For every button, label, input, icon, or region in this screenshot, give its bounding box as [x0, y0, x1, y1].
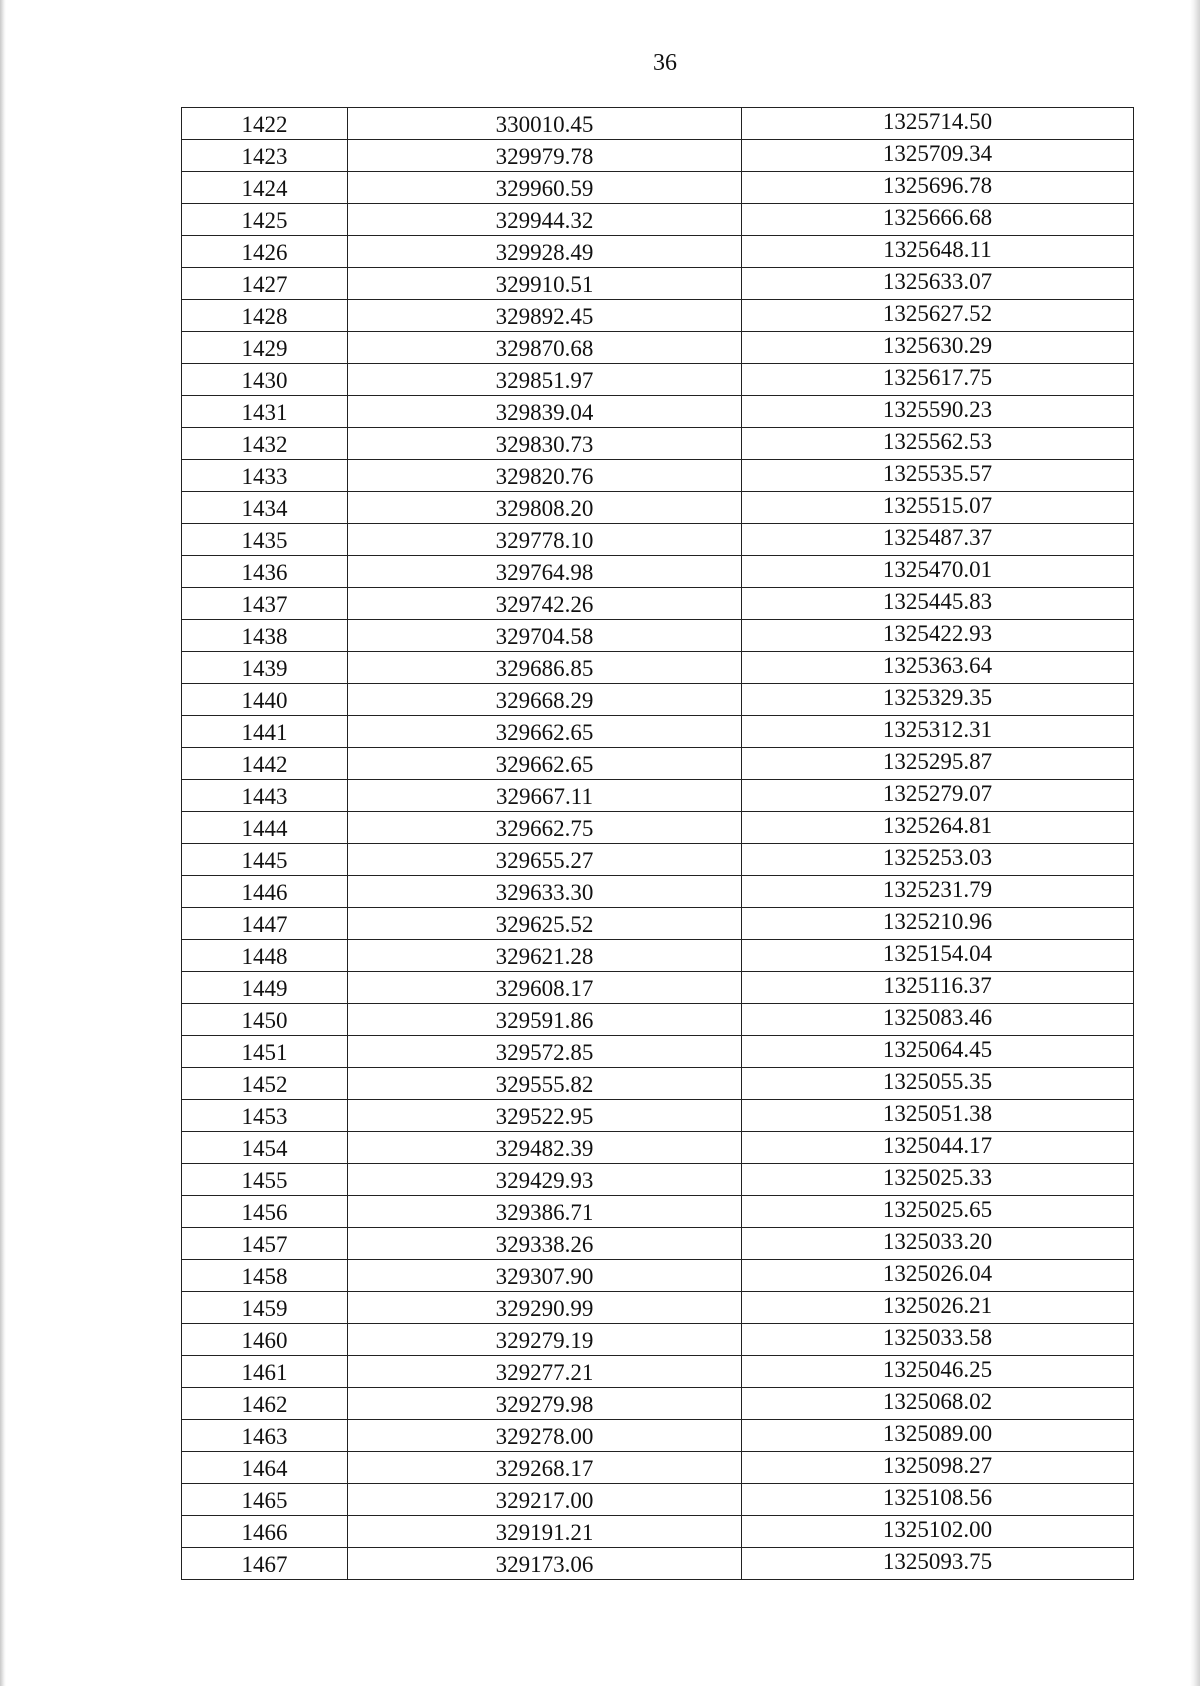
table-row [182, 620, 1134, 652]
x-coordinate-cell: 329173.06 [348, 1548, 742, 1580]
point-number-cell: 1446 [182, 876, 348, 908]
point-number-cell: 1426 [182, 236, 348, 268]
table-row [182, 652, 1134, 684]
y-coordinate-cell: 1325102.00 [742, 1516, 1134, 1548]
table-row [182, 1516, 1134, 1548]
point-number-cell: 1451 [182, 1036, 348, 1068]
y-coordinate-cell: 1325312.31 [742, 716, 1134, 748]
x-coordinate-cell: 329686.85 [348, 652, 742, 684]
point-number-cell: 1457 [182, 1228, 348, 1260]
table-row [182, 1292, 1134, 1324]
y-coordinate-cell: 1325295.87 [742, 748, 1134, 780]
y-coordinate-cell: 1325714.50 [742, 108, 1134, 140]
point-number-cell: 1422 [182, 108, 348, 140]
y-coordinate-cell: 1325470.01 [742, 556, 1134, 588]
scan-edge-right [1190, 0, 1200, 1686]
table-row [182, 460, 1134, 492]
x-coordinate-cell: 329279.19 [348, 1324, 742, 1356]
coordinate-table-body [182, 108, 1134, 1580]
x-coordinate-cell: 329892.45 [348, 300, 742, 332]
point-number-cell: 1459 [182, 1292, 348, 1324]
y-coordinate-cell: 1325026.04 [742, 1260, 1134, 1292]
table-row [182, 1452, 1134, 1484]
table-row [182, 940, 1134, 972]
point-number-cell: 1445 [182, 844, 348, 876]
table-row [182, 172, 1134, 204]
x-coordinate-cell: 329268.17 [348, 1452, 742, 1484]
y-coordinate-cell: 1325617.75 [742, 364, 1134, 396]
y-coordinate-cell: 1325562.53 [742, 428, 1134, 460]
table-row [182, 876, 1134, 908]
x-coordinate-cell: 329667.11 [348, 780, 742, 812]
y-coordinate-cell: 1325422.93 [742, 620, 1134, 652]
y-coordinate-cell: 1325089.00 [742, 1420, 1134, 1452]
table-row [182, 524, 1134, 556]
table-row [182, 108, 1134, 140]
point-number-cell: 1452 [182, 1068, 348, 1100]
y-coordinate-cell: 1325279.07 [742, 780, 1134, 812]
table-row [182, 1388, 1134, 1420]
x-coordinate-cell: 329591.86 [348, 1004, 742, 1036]
table-row [182, 1196, 1134, 1228]
x-coordinate-cell: 329910.51 [348, 268, 742, 300]
table-row [182, 1260, 1134, 1292]
table-row [182, 396, 1134, 428]
table-row [182, 748, 1134, 780]
y-coordinate-cell: 1325051.38 [742, 1100, 1134, 1132]
y-coordinate-cell: 1325046.25 [742, 1356, 1134, 1388]
table-row [182, 332, 1134, 364]
y-coordinate-cell: 1325068.02 [742, 1388, 1134, 1420]
x-coordinate-cell: 329633.30 [348, 876, 742, 908]
x-coordinate-cell: 329704.58 [348, 620, 742, 652]
point-number-cell: 1460 [182, 1324, 348, 1356]
x-coordinate-cell: 329662.65 [348, 748, 742, 780]
table-row [182, 716, 1134, 748]
table-row [182, 236, 1134, 268]
point-number-cell: 1428 [182, 300, 348, 332]
y-coordinate-cell: 1325055.35 [742, 1068, 1134, 1100]
point-number-cell: 1432 [182, 428, 348, 460]
point-number-cell: 1458 [182, 1260, 348, 1292]
point-number-cell: 1461 [182, 1356, 348, 1388]
y-coordinate-cell: 1325487.37 [742, 524, 1134, 556]
point-number-cell: 1448 [182, 940, 348, 972]
point-number-cell: 1439 [182, 652, 348, 684]
point-number-cell: 1444 [182, 812, 348, 844]
table-row [182, 1036, 1134, 1068]
table-row [182, 1100, 1134, 1132]
point-number-cell: 1433 [182, 460, 348, 492]
table-row [182, 1548, 1134, 1580]
point-number-cell: 1455 [182, 1164, 348, 1196]
table-row [182, 812, 1134, 844]
x-coordinate-cell: 329290.99 [348, 1292, 742, 1324]
x-coordinate-cell: 329429.93 [348, 1164, 742, 1196]
x-coordinate-cell: 329742.26 [348, 588, 742, 620]
point-number-cell: 1429 [182, 332, 348, 364]
y-coordinate-cell: 1325083.46 [742, 1004, 1134, 1036]
x-coordinate-cell: 329764.98 [348, 556, 742, 588]
x-coordinate-cell: 329338.26 [348, 1228, 742, 1260]
point-number-cell: 1456 [182, 1196, 348, 1228]
point-number-cell: 1462 [182, 1388, 348, 1420]
table-row [182, 204, 1134, 236]
point-number-cell: 1463 [182, 1420, 348, 1452]
x-coordinate-cell: 329278.00 [348, 1420, 742, 1452]
x-coordinate-cell: 329386.71 [348, 1196, 742, 1228]
x-coordinate-cell: 329839.04 [348, 396, 742, 428]
point-number-cell: 1449 [182, 972, 348, 1004]
point-number-cell: 1467 [182, 1548, 348, 1580]
table-row [182, 300, 1134, 332]
point-number-cell: 1441 [182, 716, 348, 748]
x-coordinate-cell: 329668.29 [348, 684, 742, 716]
y-coordinate-cell: 1325154.04 [742, 940, 1134, 972]
point-number-cell: 1454 [182, 1132, 348, 1164]
point-number-cell: 1442 [182, 748, 348, 780]
x-coordinate-cell: 329851.97 [348, 364, 742, 396]
y-coordinate-cell: 1325108.56 [742, 1484, 1134, 1516]
point-number-cell: 1447 [182, 908, 348, 940]
point-number-cell: 1453 [182, 1100, 348, 1132]
x-coordinate-cell: 329662.65 [348, 716, 742, 748]
x-coordinate-cell: 329191.21 [348, 1516, 742, 1548]
y-coordinate-cell: 1325098.27 [742, 1452, 1134, 1484]
y-coordinate-cell: 1325590.23 [742, 396, 1134, 428]
y-coordinate-cell: 1325264.81 [742, 812, 1134, 844]
x-coordinate-cell: 329979.78 [348, 140, 742, 172]
table-row [182, 1228, 1134, 1260]
y-coordinate-cell: 1325627.52 [742, 300, 1134, 332]
x-coordinate-cell: 329655.27 [348, 844, 742, 876]
point-number-cell: 1464 [182, 1452, 348, 1484]
point-number-cell: 1427 [182, 268, 348, 300]
point-number-cell: 1430 [182, 364, 348, 396]
x-coordinate-cell: 329778.10 [348, 524, 742, 556]
y-coordinate-cell: 1325696.78 [742, 172, 1134, 204]
table-row [182, 1356, 1134, 1388]
x-coordinate-cell: 329621.28 [348, 940, 742, 972]
table-row [182, 844, 1134, 876]
y-coordinate-cell: 1325515.07 [742, 492, 1134, 524]
point-number-cell: 1466 [182, 1516, 348, 1548]
table-row [182, 556, 1134, 588]
x-coordinate-cell: 329522.95 [348, 1100, 742, 1132]
y-coordinate-cell: 1325026.21 [742, 1292, 1134, 1324]
point-number-cell: 1436 [182, 556, 348, 588]
table-row [182, 908, 1134, 940]
table-row [182, 1004, 1134, 1036]
y-coordinate-cell: 1325648.11 [742, 236, 1134, 268]
table-row [182, 268, 1134, 300]
x-coordinate-cell: 329555.82 [348, 1068, 742, 1100]
y-coordinate-cell: 1325210.96 [742, 908, 1134, 940]
y-coordinate-cell: 1325044.17 [742, 1132, 1134, 1164]
table-row [182, 684, 1134, 716]
table-row [182, 1068, 1134, 1100]
y-coordinate-cell: 1325025.65 [742, 1196, 1134, 1228]
x-coordinate-cell: 329279.98 [348, 1388, 742, 1420]
y-coordinate-cell: 1325064.45 [742, 1036, 1134, 1068]
point-number-cell: 1437 [182, 588, 348, 620]
coordinate-table [181, 107, 1134, 1580]
x-coordinate-cell: 329820.76 [348, 460, 742, 492]
y-coordinate-cell: 1325709.34 [742, 140, 1134, 172]
y-coordinate-cell: 1325633.07 [742, 268, 1134, 300]
point-number-cell: 1438 [182, 620, 348, 652]
y-coordinate-cell: 1325445.83 [742, 588, 1134, 620]
x-coordinate-cell: 329277.21 [348, 1356, 742, 1388]
x-coordinate-cell: 330010.45 [348, 108, 742, 140]
x-coordinate-cell: 329608.17 [348, 972, 742, 1004]
y-coordinate-cell: 1325033.20 [742, 1228, 1134, 1260]
table-row [182, 1132, 1134, 1164]
y-coordinate-cell: 1325666.68 [742, 204, 1134, 236]
point-number-cell: 1434 [182, 492, 348, 524]
point-number-cell: 1440 [182, 684, 348, 716]
table-row [182, 1164, 1134, 1196]
point-number-cell: 1425 [182, 204, 348, 236]
table-row [182, 492, 1134, 524]
table-row [182, 972, 1134, 1004]
x-coordinate-cell: 329625.52 [348, 908, 742, 940]
x-coordinate-cell: 329307.90 [348, 1260, 742, 1292]
x-coordinate-cell: 329944.32 [348, 204, 742, 236]
y-coordinate-cell: 1325116.37 [742, 972, 1134, 1004]
x-coordinate-cell: 329960.59 [348, 172, 742, 204]
scan-edge-left [0, 0, 6, 1686]
x-coordinate-cell: 329808.20 [348, 492, 742, 524]
table-row [182, 428, 1134, 460]
table-row [182, 364, 1134, 396]
x-coordinate-cell: 329572.85 [348, 1036, 742, 1068]
point-number-cell: 1431 [182, 396, 348, 428]
table-row [182, 1324, 1134, 1356]
y-coordinate-cell: 1325630.29 [742, 332, 1134, 364]
y-coordinate-cell: 1325329.35 [742, 684, 1134, 716]
point-number-cell: 1465 [182, 1484, 348, 1516]
point-number-cell: 1443 [182, 780, 348, 812]
y-coordinate-cell: 1325025.33 [742, 1164, 1134, 1196]
table-row [182, 780, 1134, 812]
x-coordinate-cell: 329662.75 [348, 812, 742, 844]
point-number-cell: 1424 [182, 172, 348, 204]
y-coordinate-cell: 1325535.57 [742, 460, 1134, 492]
x-coordinate-cell: 329870.68 [348, 332, 742, 364]
y-coordinate-cell: 1325253.03 [742, 844, 1134, 876]
table-row [182, 588, 1134, 620]
y-coordinate-cell: 1325093.75 [742, 1548, 1134, 1580]
table-row [182, 1420, 1134, 1452]
y-coordinate-cell: 1325231.79 [742, 876, 1134, 908]
table-row [182, 1484, 1134, 1516]
table-row [182, 140, 1134, 172]
x-coordinate-cell: 329830.73 [348, 428, 742, 460]
y-coordinate-cell: 1325033.58 [742, 1324, 1134, 1356]
page-number: 36 [653, 50, 677, 76]
x-coordinate-cell: 329928.49 [348, 236, 742, 268]
point-number-cell: 1423 [182, 140, 348, 172]
point-number-cell: 1435 [182, 524, 348, 556]
x-coordinate-cell: 329482.39 [348, 1132, 742, 1164]
x-coordinate-cell: 329217.00 [348, 1484, 742, 1516]
y-coordinate-cell: 1325363.64 [742, 652, 1134, 684]
point-number-cell: 1450 [182, 1004, 348, 1036]
